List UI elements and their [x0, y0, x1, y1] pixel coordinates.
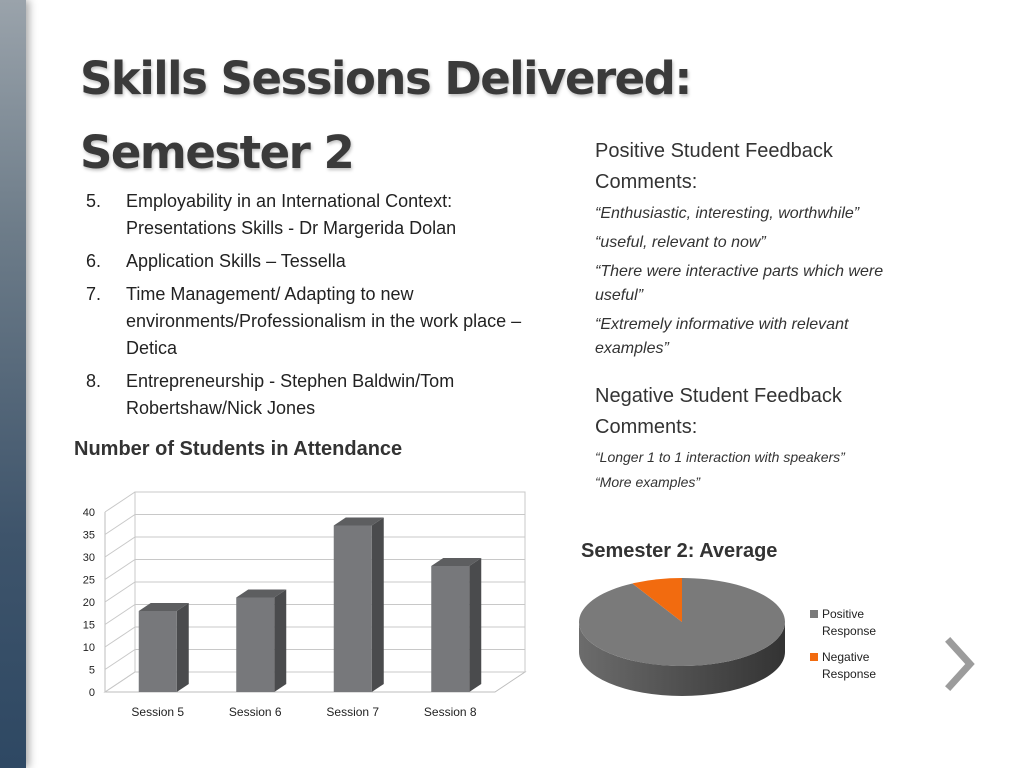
bar-front [139, 611, 177, 692]
list-text: Entrepreneurship - Stephen Baldwin/Tom Robertshaw/Nick Jones [126, 371, 455, 418]
legend-label-negative: Negative Response [822, 650, 877, 681]
y-tick-label: 35 [82, 529, 95, 542]
list-text: Employability in an International Context: Presentations Skills - Dr Margerida Dolan [126, 191, 457, 238]
bar [431, 558, 481, 692]
pie-chart-title: Semester 2: Average [581, 540, 778, 562]
bar-front [431, 566, 469, 692]
list-item [86, 281, 526, 362]
positive-quote: “There were interactive parts which were useful” [595, 263, 884, 304]
bar-front [236, 598, 274, 693]
list-number: 8. [86, 371, 102, 391]
y-tick-label: 0 [88, 687, 95, 699]
list-item [86, 368, 526, 422]
y-tick-label: 5 [88, 664, 95, 677]
bar-side [274, 590, 286, 693]
list-number: 7. [86, 284, 102, 304]
bar-side [469, 558, 481, 692]
legend-item-negative [810, 649, 892, 683]
x-tick-label: Session 8 [423, 705, 477, 719]
feedback-panel [595, 136, 925, 497]
list-number: 5. [86, 191, 102, 211]
bar-side [177, 603, 189, 692]
x-tick-label: Session 5 [131, 705, 185, 719]
chevron-right-icon[interactable] [940, 636, 980, 692]
y-tick-label: 40 [82, 507, 95, 519]
legend-swatch-negative [810, 653, 818, 661]
list-item [86, 248, 526, 275]
positive-quote: “useful, relevant to now” [595, 234, 766, 251]
y-tick-label: 20 [82, 597, 95, 609]
legend-swatch-positive [810, 610, 818, 618]
sessions-list [86, 188, 526, 428]
bar-front [334, 526, 372, 693]
positive-feedback-heading: Positive Student Feedback Comments: [595, 140, 833, 193]
title-line-1: Skills Sessions Delivered: [80, 52, 691, 105]
y-tick-label: 30 [82, 552, 95, 564]
average-pie-chart [570, 572, 800, 712]
negative-quote: “Longer 1 to 1 interaction with speakers” [595, 449, 845, 465]
x-tick-label: Session 7 [326, 705, 380, 719]
title-line-2: Semester 2 [80, 126, 354, 179]
list-item [86, 188, 526, 242]
legend-label-positive: Positive Response [822, 607, 877, 638]
attendance-bar-chart [60, 480, 540, 730]
y-tick-label: 10 [82, 642, 95, 654]
bar [334, 518, 384, 693]
negative-quote: “More examples” [595, 474, 701, 490]
list-number: 6. [86, 251, 102, 271]
legend-item-positive [810, 606, 892, 640]
bar [139, 603, 189, 692]
pie-legend [810, 606, 892, 692]
x-tick-label: Session 6 [228, 705, 282, 719]
list-text: Application Skills – Tessella [126, 251, 346, 271]
bar [236, 590, 286, 693]
y-tick-label: 15 [82, 619, 95, 632]
positive-quote: “Extremely informative with relevant examples” [595, 316, 849, 357]
positive-quote: “Enthusiastic, interesting, worthwhile” [595, 205, 860, 222]
y-tick-label: 25 [82, 574, 95, 587]
left-decorative-bar [0, 0, 26, 768]
bar-chart-title: Number of Students in Attendance [74, 438, 403, 460]
list-text: Time Management/ Adapting to new environments/Professionalism in the work place – Detica [126, 284, 522, 358]
bar-side [372, 518, 384, 693]
negative-feedback-heading: Negative Student Feedback Comments: [595, 385, 842, 438]
